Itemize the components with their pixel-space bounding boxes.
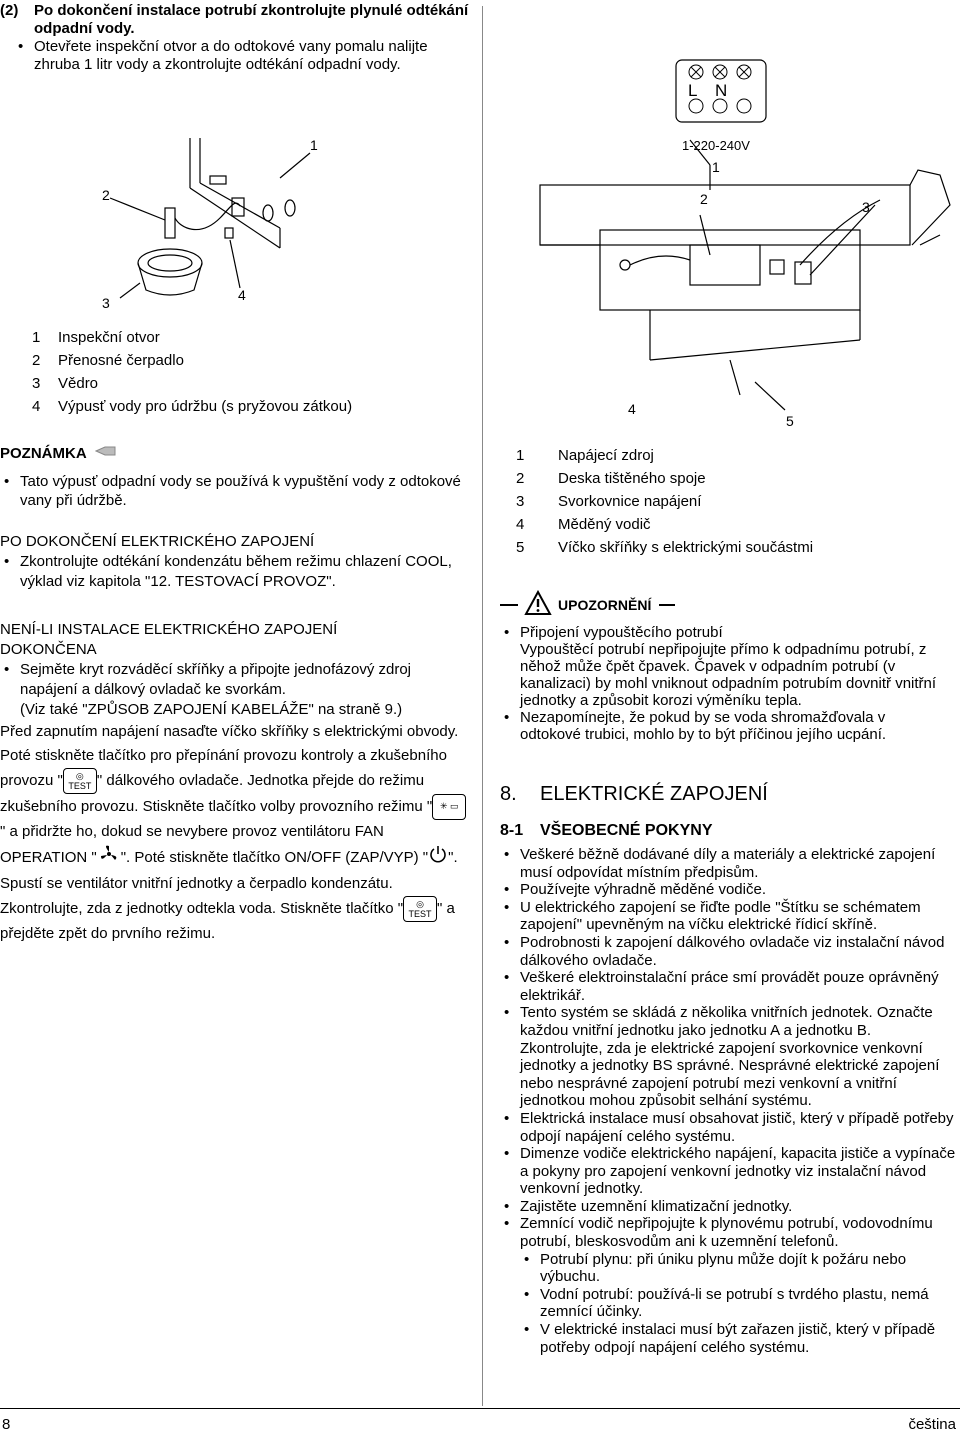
list-item: • Používejte výhradně měděné vodiče.	[500, 881, 956, 899]
list-item: • U elektrického zapojení se řiďte podle "Štítku se schématem zapojení" upevněným na víčku elektrické řídicí skříně.	[500, 899, 956, 934]
legend-left	[32, 326, 472, 418]
legend-item: 4 Výpusť vody pro údržbu (s pryžovou zátkou)	[32, 397, 353, 415]
not-done-title: NENÍ-LI INSTALACE ELEKTRICKÉHO ZAPOJENÍ DOKONČENA	[0, 621, 338, 658]
warning-icon	[524, 590, 552, 621]
note-title: POZNÁMKA	[0, 444, 87, 462]
legend-item: 4 Měděný vodič	[516, 515, 651, 533]
general-list	[500, 846, 956, 1356]
fig-left-label-4: 4	[238, 287, 246, 303]
fig-left-label-1: 1	[310, 137, 318, 153]
section-heading: 8. ELEKTRICKÉ ZAPOJENÍ	[500, 783, 768, 805]
list-item: • Zemnící vodič nepřipojujte k plynovému potrubí, vodovodnímu potrubí, bleskosvodům ani k uzemnění telefonů.	[500, 1215, 956, 1250]
wiring-figure	[500, 0, 960, 432]
drain-figure	[80, 128, 380, 314]
list-item: • Dimenze vodiče elektrického napájení, kapacita jističe a vypínače a pokyny pro zapojení venkovní jednotky viz instalační návod venkovní jednotky.	[500, 1145, 956, 1198]
sub-list-item: • Potrubí plynu: při úniku plynu může dojít k požáru nebo výbuchu.	[500, 1251, 956, 1286]
sub-list-item: • V elektrické instalaci musí být zařazen jistič, který v případě potřeby odpojí napájení celého systému.	[500, 1321, 956, 1356]
step-bullet: • Otevřete inspekční otvor a do odtokové vany pomalu nalijte zhruba 1 litr vody a zkontrolujte odtékání odpadní vody.	[14, 38, 470, 74]
caution-block	[500, 590, 950, 743]
legend-item: 2 Deska tištěného spoje	[516, 469, 706, 487]
footer-rule	[0, 1408, 960, 1409]
legend-item: 1 Napájecí zdroj	[516, 446, 654, 464]
after-text: • Zkontrolujte odtékání kondenzátu během režimu chlazení COOL, výklad viz kapitola "12. TESTOVACÍ PROVOZ".	[0, 552, 470, 592]
caution-bullet-1-text: Vypouštěcí potrubí nepřipojujte přímo k odpadnímu potrubí, z něhož může čpět čpavek. Čpavek v odpadním potrubí (v kanalizaci) by mohl vniknout odpadním potrubím dovnitř vnitřní jednotky a způsobit korozi výměníku tepla.	[520, 641, 937, 709]
after-wiring-block	[0, 532, 470, 592]
not-done-p1: Před zapnutím napájení nasaďte víčko skříňky s elektrickými obvody.	[0, 723, 459, 740]
legend-item: 5 Víčko skříňky s elektrickými součástmi	[516, 538, 814, 556]
fig-right-label-2: 2	[700, 191, 708, 207]
caution-title: UPOZORNĚNÍ	[558, 597, 652, 613]
terminal-N: N	[715, 81, 728, 100]
caution-bullet-1: • Připojení vypouštěcího potrubí	[500, 624, 950, 641]
fig-right-label-1: 1	[712, 159, 720, 175]
footer-language: čeština	[908, 1416, 956, 1433]
voltage-label: 1-220-240V	[682, 138, 750, 153]
column-divider	[482, 6, 483, 1406]
note-block	[0, 444, 470, 510]
fig-left-label-3: 3	[102, 295, 110, 311]
sub-list-item: • Vodní potrubí: používá-li se potrubí s tvrdého plastu, nemá zemnící účinky.	[500, 1286, 956, 1321]
note-text: • Tato výpusť odpadní vody se používá k vypuštění vody z odtokové vany při údržbě.	[0, 472, 470, 510]
caution-bullet-2: • Nezapomínejte, že pokud by se voda shromažďovala v odtokové trubici, mohlo by to být příčinou jejího ucpání.	[500, 709, 950, 743]
test-key-icon-2: ◎ TEST	[403, 896, 437, 922]
fig-right-label-3: 3	[862, 199, 870, 215]
fig-right-label-5: 5	[786, 413, 794, 429]
list-item: • Veškeré elektroinstalační práce smí provádět pouze oprávněný elektrikář.	[500, 969, 956, 1004]
power-icon	[428, 844, 448, 872]
terminal-L: L	[688, 81, 698, 100]
not-done-bullet: • Sejměte kryt rozváděcí skříňky a připojte jednofázový zdroj napájení a dálkový ovladač ke svorkám.	[0, 660, 470, 700]
mode-key-icon: ✳ ▭	[432, 794, 466, 820]
list-item: • Tento systém se skládá z několika vnitřních jednotek. Označte každou vnitřní jednotku jako jednotku A a jednotku B. Zkontrolujte, zda je elektrické zapojení svorkovnice venkovní jednotky a jednotky BS správné. Nesprávné elektrické zapojení nebo nesprávné zapojení potrubí mezi venkovní a vnitřní jednotkou mohou způsobit selhání systému.	[500, 1004, 956, 1110]
legend-right	[516, 444, 956, 559]
legend-item: 1 Inspekční otvor	[32, 328, 160, 346]
list-item: • Elektrická instalace musí obsahovat jistič, který v případě potřeby odpojí napájení celého systému.	[500, 1110, 956, 1145]
legend-item: 3 Svorkovnice napájení	[516, 492, 702, 510]
list-item: • Zajistěte uzemnění klimatizační jednotky.	[500, 1198, 956, 1216]
fig-left-label-2: 2	[102, 187, 110, 203]
test-key-icon: ◎ TEST	[63, 768, 97, 794]
fan-icon	[97, 844, 121, 872]
step-2	[0, 2, 470, 74]
not-done-p2: Poté stiskněte tlačítko pro přepínání provozu kontroly a zkušebního provozu " ◎ TEST " dálkového ovladače. Jednotka přejde do režimu zkušebního provozu. Stiskněte tlačítko volby provozního režimu " ✳ ▭ " a přidržte ho, dokud se nevybere provoz ventilátoru FAN OPERATION " ". Poté stiskněte tlačítko ON/OFF (ZAP/VYP) " ". Spustí se ventilátor vnitřní jednotky a čerpadlo kondenzátu. Zkontrolujte, zda z jednotky odtekla voda. Stiskněte tlačítko " ◎ TEST " a přejděte zpět do prvního režimu.	[0, 744, 470, 946]
fig-right-label-4: 4	[628, 401, 636, 417]
not-done-bullet-ref: (Viz také "ZPŮSOB ZAPOJENÍ KABELÁŽE" na straně 9.)	[20, 701, 403, 718]
step-number: (2)	[0, 2, 19, 19]
legend-item: 2 Přenosné čerpadlo	[32, 351, 184, 369]
after-title: PO DOKONČENÍ ELEKTRICKÉHO ZAPOJENÍ	[0, 533, 315, 550]
page-number: 8	[2, 1416, 11, 1433]
not-done-block	[0, 620, 470, 946]
subsection-heading: 8-1 VŠEOBECNÉ POKYNY	[500, 822, 713, 839]
list-item: • Veškeré běžně dodávané díly a materiály a elektrické zapojení musí odpovídat místním předpisům.	[500, 846, 956, 881]
legend-item: 3 Vědro	[32, 374, 99, 392]
step-text: Po dokončení instalace potrubí zkontrolujte plynulé odtékání odpadní vody.	[34, 2, 469, 37]
list-item: • Podrobnosti k zapojení dálkového ovladače viz instalační návod dálkového ovladače.	[500, 934, 956, 969]
note-hand-icon	[95, 444, 117, 463]
